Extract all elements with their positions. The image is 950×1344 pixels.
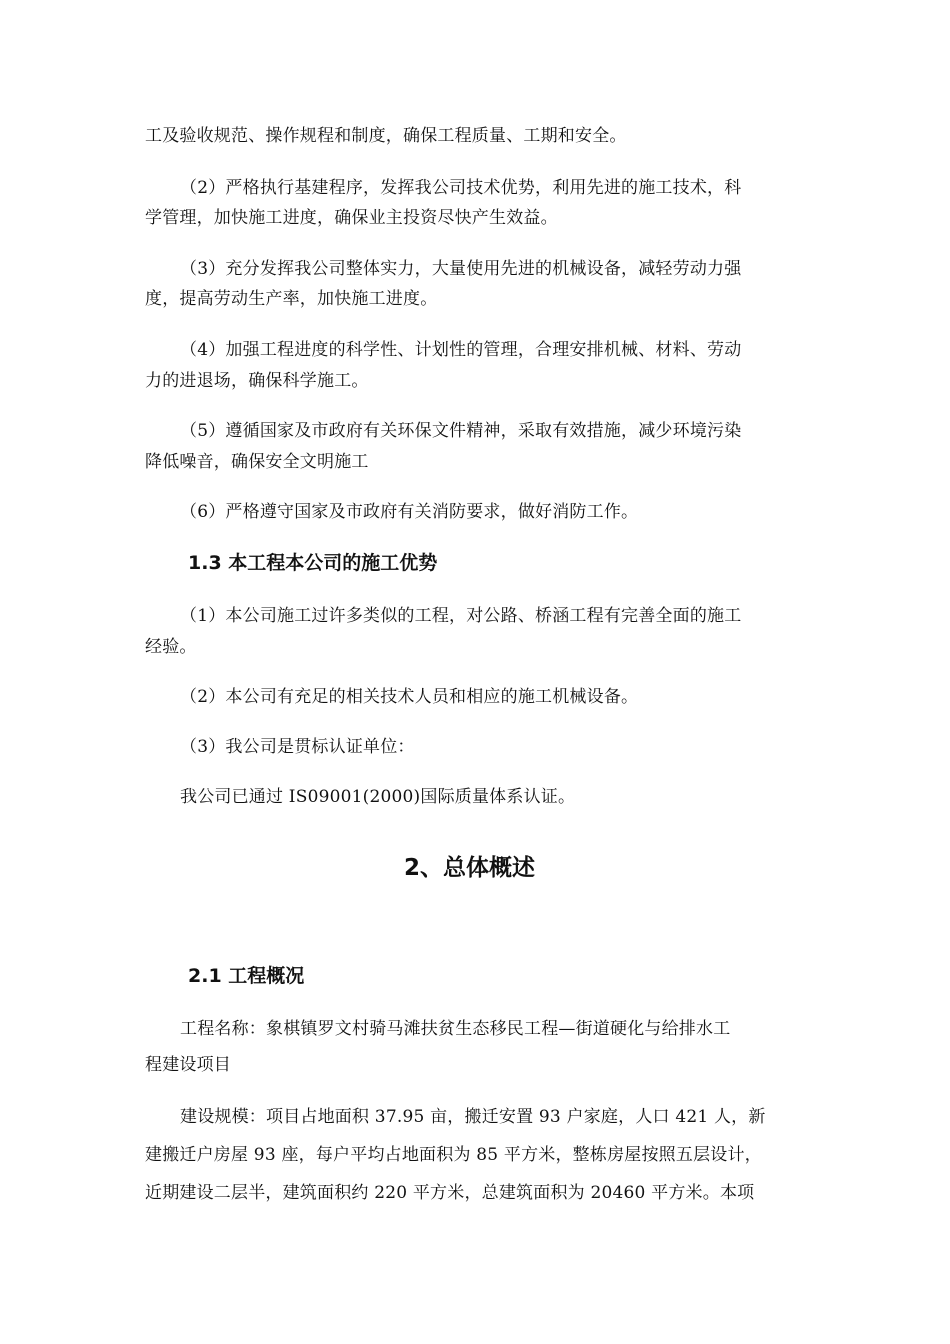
paragraph-line: 工及验收规范、操作规程和制度，确保工程质量、工期和安全。 xyxy=(145,126,627,146)
paragraph-line: 度，提高劳动生产率，加快施工进度。 xyxy=(145,289,438,309)
paragraph-line: （6）严格遵守国家及市政府有关消防要求，做好消防工作。 xyxy=(180,502,639,522)
paragraph-line: （3）充分发挥我公司整体实力，大量使用先进的机械设备，减轻劳动力强 xyxy=(180,259,742,279)
paragraph-line: （2）严格执行基建程序，发挥我公司技术优势，利用先进的施工技术，科 xyxy=(180,178,742,198)
paragraph-line: （5）遵循国家及市政府有关环保文件精神，采取有效措施，减少环境污染 xyxy=(180,421,742,441)
paragraph-line: 力的进退场，确保科学施工。 xyxy=(145,371,369,391)
paragraph-line: 近期建设二层半，建筑面积约 220 平方米，总建筑面积为 20460 平方米。本项 xyxy=(145,1183,755,1203)
paragraph-line: （2）本公司有充足的相关技术人员和相应的施工机械设备。 xyxy=(180,687,639,707)
paragraph-line: 经验。 xyxy=(145,637,197,657)
section-heading: 2.1 工程概况 xyxy=(188,965,305,987)
paragraph-line: 学管理，加快施工进度，确保业主投资尽快产生效益。 xyxy=(145,208,558,228)
paragraph-line: 建设规模：项目占地面积 37.95 亩，搬迁安置 93 户家庭，人口 421 人，新 xyxy=(180,1107,766,1127)
paragraph-line: （1）本公司施工过许多类似的工程，对公路、桥涵工程有完善全面的施工 xyxy=(180,606,742,626)
chapter-title: 2、总体概述 xyxy=(404,855,536,881)
paragraph-line: 程建设项目 xyxy=(145,1055,231,1075)
paragraph-line: 我公司已通过 IS09001(2000)国际质量体系认证。 xyxy=(180,787,576,807)
paragraph-line: 工程名称：象棋镇罗文村骑马滩扶贫生态移民工程—街道硬化与给排水工 xyxy=(180,1019,731,1039)
section-heading: 1.3 本工程本公司的施工优势 xyxy=(188,552,438,574)
paragraph-line: （3）我公司是贯标认证单位： xyxy=(180,737,415,757)
paragraph-line: （4）加强工程进度的科学性、计划性的管理，合理安排机械、材料、劳动 xyxy=(180,340,742,360)
paragraph-line: 降低噪音，确保安全文明施工 xyxy=(145,452,369,472)
paragraph-line: 建搬迁户房屋 93 座，每户平均占地面积为 85 平方米，整栋房屋按照五层设计， xyxy=(145,1145,762,1165)
